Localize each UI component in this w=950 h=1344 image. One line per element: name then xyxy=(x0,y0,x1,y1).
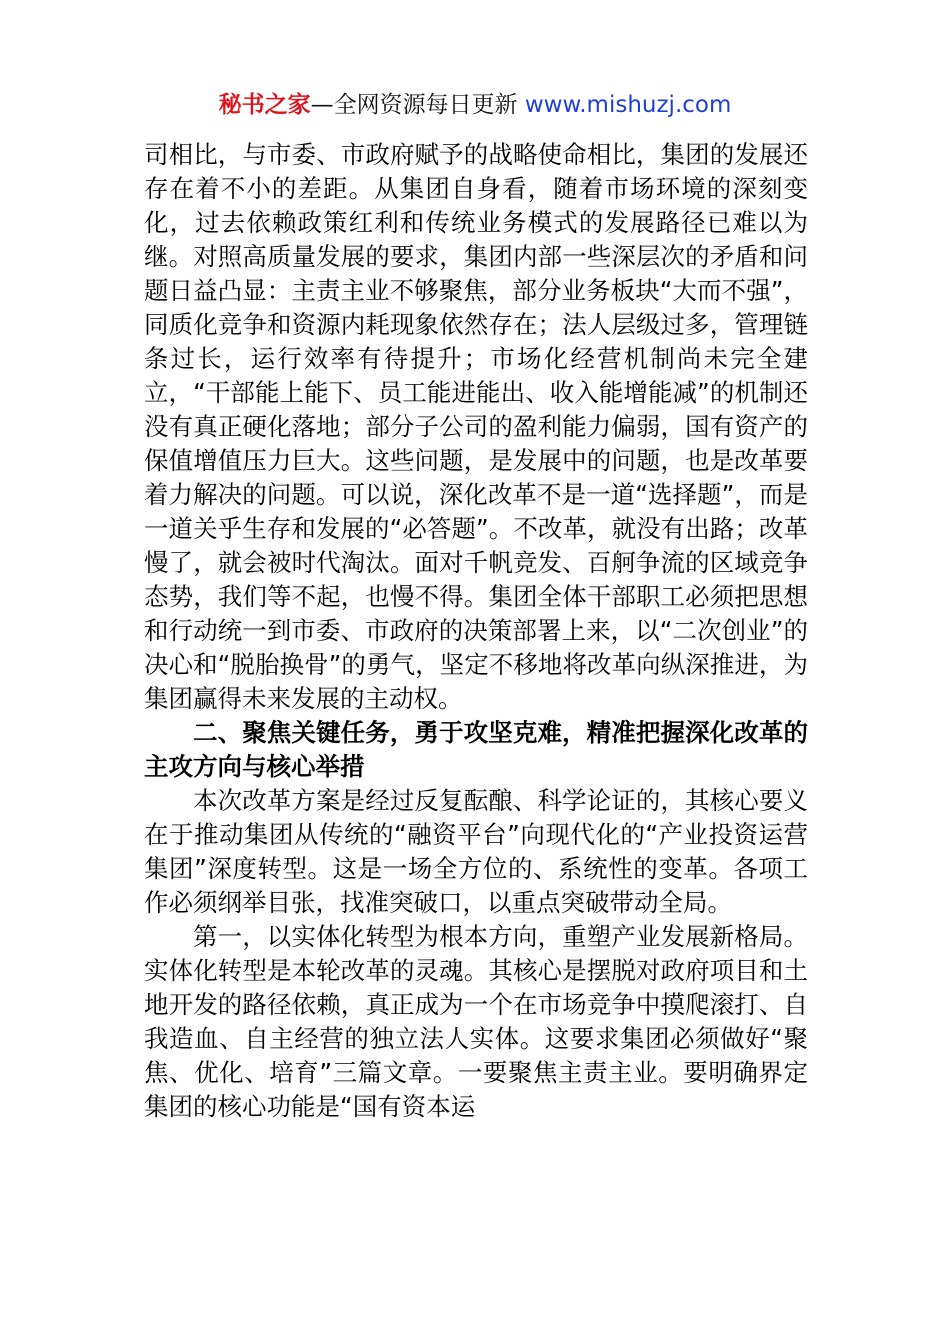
paragraph-continuation: 司相比，与市委、市政府赋予的战略使命相比，集团的发展还存在着不小的差距。从集团自身看，随着市场环境的深刻变化，过去依赖政策红利和传统业务模式的发展路径已难以为继。对照高质量发展的要求，集团内部一些深层次的矛盾和问题日益凸显：主责主业不够聚焦，部分业务板块“大而不强”，同质化竞争和资源内耗现象依然存在；法人层级过多，管理链条过长，运行效率有待提升；市场化经营机制尚未完全建立，“干部能上能下、员工能进能出、收入能增能减”的机制还没有真正硬化落地；部分子公司的盈利能力偏弱，国有资产的保值增值压力巨大。这些问题，是发展中的问题，也是改革要着力解决的问题。可以说，深化改革不是一道“选择题”，而是一道关乎生存和发展的“必答题”。不改革，就没有出路；改革慢了，就会被时代淘汰。面对千帆竞发、百舸争流的区域竞争态势，我们等不起，也慢不得。集团全体干部职工必须把思想和行动统一到市委、市政府的决策部署上来，以“二次创业”的决心和“脱胎换骨”的勇气，坚定不移地将改革向纵深推进，为集团赢得未来发展的主动权。 xyxy=(144,140,808,713)
header-slogan: —全网资源每日更新 xyxy=(310,92,525,118)
paragraph: 本次改革方案是经过反复酝酿、科学论证的，其核心要义在于推动集团从传统的“融资平台”向现代化的“产业投资运营集团”深度转型。这是一场全方位的、系统性的变革。各项工作必须纲举目张，找准突破口，以重点突破带动全局。 xyxy=(144,786,808,917)
brand-name: 秘书之家 xyxy=(218,92,311,118)
paragraph: 第一，以实体化转型为根本方向，重塑产业发展新格局。实体化转型是本轮改革的灵魂。其核心是摆脱对政府项目和土地开发的路径依赖，真正成为一个在市场竞争中摸爬滚打、自我造血、自主经营的独立法人实体。这要求集团必须做好“聚焦、优化、培育”三篇文章。一要聚焦主责主业。要明确界定集团的核心功能是“国有资本运 xyxy=(144,922,808,1121)
section-heading: 二、聚焦关键任务，勇于攻坚克难，精准把握深化改革的主攻方向与核心举措 xyxy=(144,718,808,781)
document-body xyxy=(144,138,808,1124)
site-url-link[interactable]: www.mishuzj.com xyxy=(524,92,732,118)
page-header xyxy=(0,88,950,122)
